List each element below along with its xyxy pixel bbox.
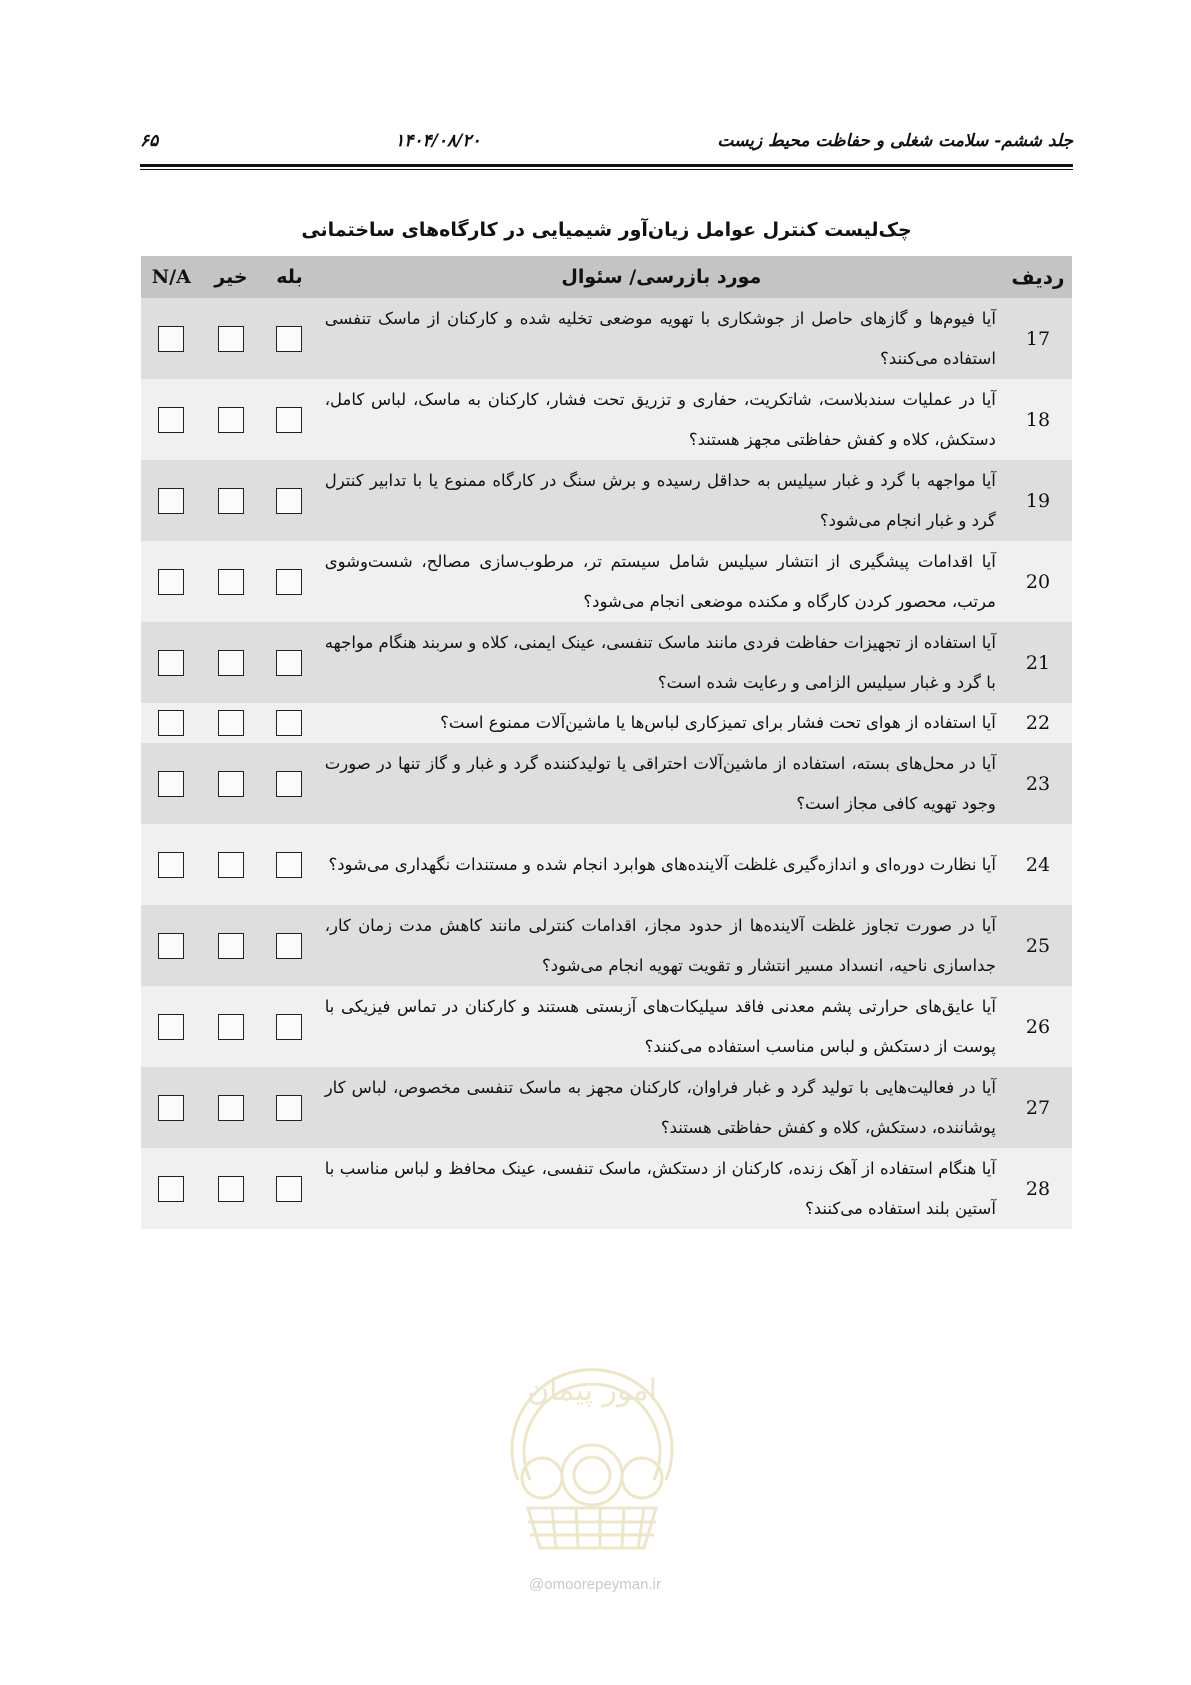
yes-checkbox[interactable] (276, 710, 302, 736)
yes-checkbox[interactable] (276, 488, 302, 514)
row-number: 21 (1004, 622, 1072, 703)
cell-yes (260, 379, 319, 460)
row-question: آیا عایق‌های حرارتی پشم معدنی فاقد سیلیکات‌های آزبستی هستند و کارکنان در تماس فیزیکی با پوست از دستکش و لباس مناسب استفاده می‌کنند؟ (319, 986, 1004, 1067)
row-number: 17 (1004, 298, 1072, 379)
column-header-na: N/A (141, 256, 202, 298)
column-header-no: خیر (202, 256, 261, 298)
row-question: آیا مواجهه با گرد و غبار سیلیس به حداقل رسیده و برش سنگ در کارگاه ممنوع یا با تدابیر کنترل گرد و غبار انجام می‌شود؟ (319, 460, 1004, 541)
na-checkbox[interactable] (158, 407, 184, 433)
no-checkbox[interactable] (218, 852, 244, 878)
row-number: 20 (1004, 541, 1072, 622)
table-row (141, 986, 1072, 1067)
row-question: آیا در عملیات سندبلاست، شاتکریت، حفاری و تزریق تحت فشار، کارکنان به ماسک، لباس کامل، دستکش، کلاه و کفش حفاظتی مجهز هستند؟ (319, 379, 1004, 460)
row-number: 19 (1004, 460, 1072, 541)
no-checkbox[interactable] (218, 1014, 244, 1040)
cell-yes (260, 986, 319, 1067)
yes-checkbox[interactable] (276, 933, 302, 959)
na-checkbox[interactable] (158, 771, 184, 797)
no-checkbox[interactable] (218, 771, 244, 797)
watermark-website: @omoorepeyman.ir (529, 1576, 661, 1593)
page-date: ۱۴۰۴/۰۸/۲۰ (395, 131, 481, 151)
yes-checkbox[interactable] (276, 1014, 302, 1040)
no-checkbox[interactable] (218, 650, 244, 676)
cell-yes (260, 541, 319, 622)
cell-na (141, 541, 202, 622)
table-row (141, 379, 1072, 460)
yes-checkbox[interactable] (276, 326, 302, 352)
checklist-title: چک‌لیست کنترل عوامل زیان‌آور شیمیایی در کارگاه‌های ساختمانی (301, 219, 912, 241)
table-row (141, 622, 1072, 703)
cell-na (141, 905, 202, 986)
column-header-number: ردیف (1004, 256, 1072, 298)
yes-checkbox[interactable] (276, 407, 302, 433)
no-checkbox[interactable] (218, 710, 244, 736)
row-question: آیا هنگام استفاده از آهک زنده، کارکنان از دستکش، ماسک تنفسی، عینک محافظ و لباس مناسب با آستین بلند استفاده می‌کنند؟ (319, 1148, 1004, 1229)
cell-yes (260, 1067, 319, 1148)
header-rule-thin (140, 169, 1073, 170)
table-row (141, 541, 1072, 622)
cell-no (202, 622, 261, 703)
row-number: 23 (1004, 743, 1072, 824)
na-checkbox[interactable] (158, 710, 184, 736)
column-header-yes: بله (260, 256, 319, 298)
row-question: آیا در فعالیت‌هایی با تولید گرد و غبار فراوان، کارکنان مجهز به ماسک تنفسی مخصوص، لباس کار پوشاننده، دستکش، کلاه و کفش حفاظتی هستند؟ (319, 1067, 1004, 1148)
table-row (141, 743, 1072, 824)
cell-na (141, 460, 202, 541)
table-row (141, 460, 1072, 541)
table-row (141, 703, 1072, 743)
cell-na (141, 379, 202, 460)
yes-checkbox[interactable] (276, 771, 302, 797)
cell-no (202, 986, 261, 1067)
row-question: آیا نظارت دوره‌ای و اندازه‌گیری غلظت آلاینده‌های هوابرد انجام شده و مستندات نگهداری می‌شود؟ (319, 824, 1004, 905)
cell-na (141, 1148, 202, 1229)
yes-checkbox[interactable] (276, 1095, 302, 1121)
na-checkbox[interactable] (158, 1176, 184, 1202)
na-checkbox[interactable] (158, 1095, 184, 1121)
no-checkbox[interactable] (218, 407, 244, 433)
cell-na (141, 743, 202, 824)
cell-no (202, 298, 261, 379)
cell-na (141, 986, 202, 1067)
row-question: آیا در محل‌های بسته، استفاده از ماشین‌آلات احتراقی یا تولیدکننده گرد و غبار و گاز تنها در صورت وجود تهویه کافی مجاز است؟ (319, 743, 1004, 824)
row-number: 18 (1004, 379, 1072, 460)
row-number: 26 (1004, 986, 1072, 1067)
cell-yes (260, 460, 319, 541)
row-question: آیا استفاده از هوای تحت فشار برای تمیزکاری لباس‌ها یا ماشین‌آلات ممنوع است؟ (319, 703, 1004, 743)
book-title: جلد ششم- سلامت شغلی و حفاظت محیط زیست (717, 131, 1073, 151)
cell-yes (260, 298, 319, 379)
cell-no (202, 743, 261, 824)
table-row (141, 905, 1072, 986)
header-rule-thick (140, 164, 1073, 167)
company-logo-watermark (468, 1330, 716, 1558)
row-number: 24 (1004, 824, 1072, 905)
na-checkbox[interactable] (158, 488, 184, 514)
row-number: 28 (1004, 1148, 1072, 1229)
cell-no (202, 460, 261, 541)
table-row (141, 1148, 1072, 1229)
cell-na (141, 703, 202, 743)
cell-yes (260, 703, 319, 743)
no-checkbox[interactable] (218, 569, 244, 595)
no-checkbox[interactable] (218, 326, 244, 352)
na-checkbox[interactable] (158, 852, 184, 878)
no-checkbox[interactable] (218, 488, 244, 514)
cell-no (202, 703, 261, 743)
row-question: آیا در صورت تجاوز غلظت آلاینده‌ها از حدود مجاز، اقدامات کنترلی مانند کاهش مدت زمان کار، جداسازی ناحیه، انسداد مسیر انتشار و تقویت تهویه انجام می‌شود؟ (319, 905, 1004, 986)
cell-yes (260, 824, 319, 905)
cell-yes (260, 622, 319, 703)
row-number: 25 (1004, 905, 1072, 986)
row-question: آیا اقدامات پیشگیری از انتشار سیلیس شامل سیستم تر، مرطوب‌سازی مصالح، شست‌وشوی مرتب، محصور کردن کارگاه و مکنده موضعی انجام می‌شود؟ (319, 541, 1004, 622)
cell-yes (260, 1148, 319, 1229)
table-header-row (141, 256, 1072, 298)
na-checkbox[interactable] (158, 1014, 184, 1040)
cell-na (141, 824, 202, 905)
table-row (141, 298, 1072, 379)
row-number: 22 (1004, 703, 1072, 743)
na-checkbox[interactable] (158, 933, 184, 959)
na-checkbox[interactable] (158, 326, 184, 352)
watermark-logo-text: امور پیمان (527, 1373, 657, 1408)
cell-no (202, 1148, 261, 1229)
cell-na (141, 1067, 202, 1148)
no-checkbox[interactable] (218, 1095, 244, 1121)
cell-yes (260, 743, 319, 824)
cell-no (202, 824, 261, 905)
page-header (140, 126, 1073, 156)
cell-no (202, 905, 261, 986)
row-question: آیا استفاده از تجهیزات حفاظت فردی مانند ماسک تنفسی، عینک ایمنی، کلاه و سربند هنگام مواجهه با گرد و غبار سیلیس الزامی و رعایت شده است؟ (319, 622, 1004, 703)
yes-checkbox[interactable] (276, 650, 302, 676)
page-number: ۶۵ (140, 131, 159, 151)
row-number: 27 (1004, 1067, 1072, 1148)
table-row (141, 1067, 1072, 1148)
table-row (141, 824, 1072, 905)
cell-no (202, 1067, 261, 1148)
row-question: آیا فیوم‌ها و گازهای حاصل از جوشکاری با تهویه موضعی تخلیه شده و کارکنان از ماسک تنفسی استفاده می‌کنند؟ (319, 298, 1004, 379)
cell-na (141, 298, 202, 379)
cell-na (141, 622, 202, 703)
na-checkbox[interactable] (158, 569, 184, 595)
cell-no (202, 379, 261, 460)
cell-no (202, 541, 261, 622)
na-checkbox[interactable] (158, 650, 184, 676)
checklist-table (141, 256, 1072, 1229)
yes-checkbox[interactable] (276, 852, 302, 878)
column-header-question: مورد بازرسی/ سئوال (319, 256, 1004, 298)
yes-checkbox[interactable] (276, 1176, 302, 1202)
no-checkbox[interactable] (218, 1176, 244, 1202)
yes-checkbox[interactable] (276, 569, 302, 595)
cell-yes (260, 905, 319, 986)
no-checkbox[interactable] (218, 933, 244, 959)
